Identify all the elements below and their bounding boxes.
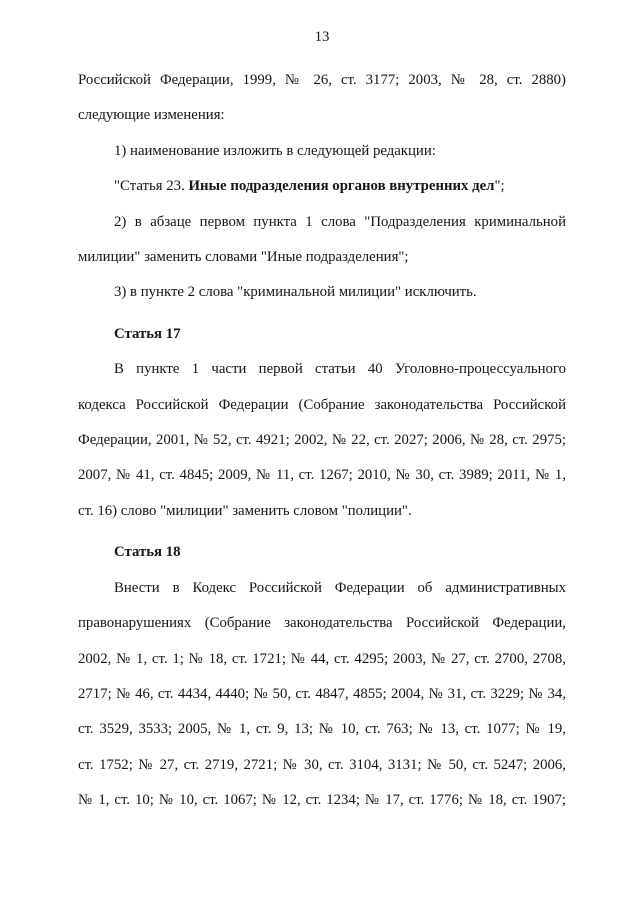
text-run: В пункте 1 части первой статьи 40 Уголовно-процессуального [114,361,566,378]
document-line [78,423,566,458]
document-line [78,205,566,240]
text-run: "Статья 23. [114,178,189,195]
document-line [78,388,566,423]
text-run: ст. 16) слово "милиции" заменить словом "полиции". [78,502,412,519]
text-run: 2) в абзаце первом пункта 1 слова "Подразделения криминальной [114,213,566,230]
text-run: Внести в Кодекс Российской Федерации об административных [114,579,566,596]
document-line [78,677,566,712]
text-run: милиции" заменить словами "Иные подразделения"; [78,249,409,266]
text-run: 2717; № 46, ст. 4434, 4440; № 50, ст. 4847, 4855; 2004, № 31, ст. 3229; № 34, [78,685,566,702]
text-run-bold: Иные подразделения органов внутренних дел [188,178,495,195]
document-line [78,606,566,641]
document-line [78,494,566,529]
document-line [78,783,566,818]
text-run: № 1, ст. 10; № 10, ст. 1067; № 12, ст. 1234; № 17, ст. 1776; № 18, ст. 1907; [78,792,566,809]
text-run: кодекса Российской Федерации (Собрание законодательства Российской [78,396,566,413]
document-line [78,748,566,783]
text-run: ст. 1752; № 27, ст. 2719, 2721; № 30, ст. 3104, 3131; № 50, ст. 5247; 2006, [78,756,566,773]
text-run-bold: Статья 17 [114,325,181,342]
document-body [78,63,566,819]
text-run: 2002, № 1, ст. 1; № 18, ст. 1721; № 44, ст. 4295; 2003, № 27, ст. 2700, 2708, [78,650,566,667]
document-line [78,240,566,275]
text-run: 2007, № 41, ст. 4845; 2009, № 11, ст. 1267; 2010, № 30, ст. 3989; 2011, № 1, [78,467,566,484]
document-line [78,642,566,677]
document-line [78,169,566,204]
document-line [78,63,566,98]
article-heading [78,317,566,352]
text-run: правонарушениях (Собрание законодательства Российской Федерации, [78,615,566,632]
document-line [78,571,566,606]
document-line [78,98,566,133]
text-run: следующие изменения: [78,107,225,124]
text-run: Российской Федерации, 1999, № 26, ст. 3177; 2003, № 28, ст. 2880) [78,72,566,88]
document-line [78,352,566,387]
text-run: 1) наименование изложить в следующей редакции: [114,142,436,159]
document-line [78,275,566,310]
text-run: ст. 3529, 3533; 2005, № 1, ст. 9, 13; № 10, ст. 763; № 13, ст. 1077; № 19, [78,721,566,738]
page-number: 13 [314,29,330,45]
text-run: Федерации, 2001, № 52, ст. 4921; 2002, № 22, ст. 2027; 2006, № 28, ст. 2975; [78,432,566,449]
article-heading [78,535,566,570]
document-line [78,134,566,169]
text-run: 3) в пункте 2 слова "криминальной милиции" исключить. [114,284,477,301]
document-line [78,458,566,493]
text-run-bold: Статья 18 [114,544,181,561]
document-line [78,712,566,747]
text-run: "; [494,178,505,195]
